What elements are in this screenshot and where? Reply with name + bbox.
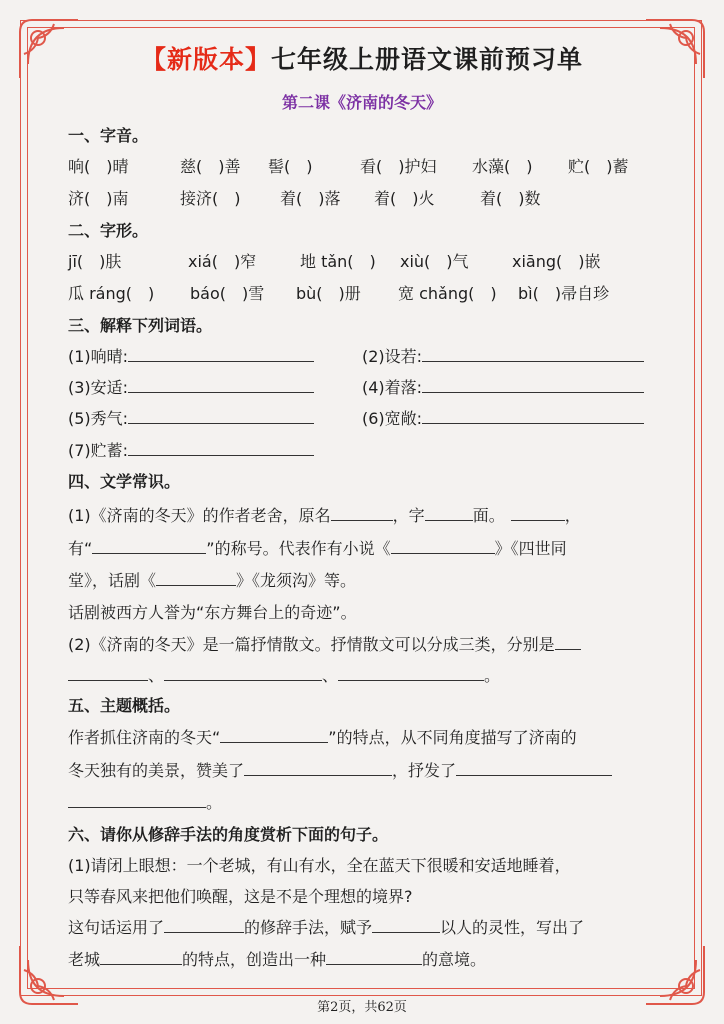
text: 》《四世同 (494, 539, 567, 558)
pronunciation-item: 着( )落 (280, 189, 341, 208)
page-title (0, 40, 724, 76)
section-heading-theme: 五、主题概括。 (68, 696, 181, 715)
text: 的意境。 (422, 950, 487, 969)
definition-item (68, 344, 314, 367)
text: (2)《济南的冬天》是一篇抒情散文。抒情散文可以分成三类，分别是 (68, 635, 555, 654)
pronunciation-item: 着( )火 (374, 189, 435, 208)
answer-blank[interactable] (164, 666, 322, 681)
answer-blank[interactable] (331, 506, 393, 521)
glyph-item: bì( )帚自珍 (518, 284, 610, 303)
answer-blank[interactable] (68, 793, 206, 808)
answer-blank[interactable] (100, 950, 182, 965)
answer-blank[interactable] (128, 441, 314, 456)
text: 作者抓住济南的冬天“ (68, 728, 221, 747)
section-heading-pronunciation: 一、字音。 (68, 126, 149, 145)
literature-line (68, 503, 581, 526)
pronunciation-item: 济( )南 (68, 189, 129, 208)
definition-label: (2)设若: (362, 347, 423, 366)
pronunciation-item: 水藻( ) (472, 157, 533, 176)
definition-label: (5)秀气: (68, 409, 129, 428)
text: ”的特点，从不同角度描写了济南的 (328, 728, 577, 747)
pronunciation-item: 慈( )善 (180, 157, 241, 176)
rhetoric-line (68, 947, 486, 970)
text: 的特点，创造出一种 (182, 950, 327, 969)
glyph-item: 宽 chǎng( ) (398, 284, 497, 303)
answer-blank[interactable] (422, 378, 644, 393)
pronunciation-item: 贮( )蓄 (568, 157, 629, 176)
literature-line: 话剧被西方人誉为“东方舞台上的奇迹”。 (68, 603, 357, 622)
text: ”的称号。代表作有小说《 (206, 539, 391, 558)
text: 面。 (472, 506, 505, 525)
section-heading-glyphs: 二、字形。 (68, 221, 149, 240)
answer-blank[interactable] (220, 728, 328, 743)
definition-item (68, 375, 314, 398)
text: 堂》，话剧《 (68, 571, 157, 590)
answer-blank[interactable] (244, 761, 392, 776)
definition-label: (7)贮蓄: (68, 441, 129, 460)
definition-label: (4)着落: (362, 378, 423, 397)
text: 有“ (68, 539, 93, 558)
literature-line (68, 536, 567, 559)
theme-line (68, 790, 222, 813)
text: 。 (206, 793, 223, 812)
definition-item (362, 406, 644, 429)
text: ， (564, 506, 581, 525)
page-number: 第2页，共62页 (317, 1000, 407, 1015)
answer-blank[interactable] (164, 918, 244, 933)
rhetoric-line (68, 915, 584, 938)
pronunciation-item: 着( )数 (480, 189, 541, 208)
text: 的修辞手法，赋予 (244, 918, 373, 937)
text: 。 (484, 666, 501, 685)
pronunciation-item: 看( )护妇 (360, 157, 437, 176)
section-heading-rhetoric: 六、请你从修辞手法的角度赏析下面的句子。 (68, 825, 389, 844)
text: 以人的灵性，写出了 (440, 918, 585, 937)
definition-label: (3)安适: (68, 378, 129, 397)
text: 冬天独有的美景，赞美了 (68, 761, 245, 780)
title-text: 七年级上册语文课前预习单 (271, 45, 584, 74)
text: 老城 (68, 950, 101, 969)
answer-blank[interactable] (338, 666, 484, 681)
pronunciation-item: 响( )晴 (68, 157, 129, 176)
glyph-item: xiāng( )嵌 (512, 252, 601, 271)
glyph-item: bù( )册 (296, 284, 361, 303)
glyph-item: xiá( )窄 (188, 252, 257, 271)
glyph-item: jī( )肤 (68, 252, 122, 271)
glyph-item: xiù( )气 (400, 252, 469, 271)
answer-blank[interactable] (425, 506, 473, 521)
title-tag: 【新版本】 (140, 45, 271, 74)
definition-item (362, 344, 644, 367)
text: 这句话运用了 (68, 918, 165, 937)
answer-blank[interactable] (422, 409, 644, 424)
theme-line (68, 758, 612, 781)
definition-item (68, 438, 314, 461)
text: (1)《济南的冬天》的作者老舍，原名 (68, 506, 331, 525)
answer-blank[interactable] (326, 950, 422, 965)
answer-blank[interactable] (128, 409, 314, 424)
section-heading-literature: 四、文学常识。 (68, 472, 181, 491)
answer-blank[interactable] (68, 666, 148, 681)
answer-blank[interactable] (372, 918, 440, 933)
definition-label: (1)响晴: (68, 347, 129, 366)
text: 》《龙须沟》等。 (236, 571, 357, 590)
answer-blank[interactable] (391, 539, 495, 554)
answer-blank[interactable] (511, 506, 565, 521)
lesson-subtitle: 第二课《济南的冬天》 (281, 93, 442, 112)
answer-blank[interactable] (156, 571, 236, 586)
text: ，字 (392, 506, 425, 525)
answer-blank[interactable] (128, 378, 314, 393)
answer-blank[interactable] (92, 539, 206, 554)
glyph-item: 瓜 ráng( ) (68, 284, 155, 303)
glyph-item: 地 tǎn( ) (300, 252, 376, 271)
definition-label: (6)宽敞: (362, 409, 423, 428)
definition-item (362, 375, 644, 398)
answer-blank[interactable] (422, 347, 644, 362)
literature-line (68, 663, 500, 686)
definition-item (68, 406, 314, 429)
text: 、 (148, 666, 165, 685)
text: ，抒发了 (392, 761, 457, 780)
rhetoric-line: (1)请闭上眼想：一个老城，有山有水，全在蓝天下很暖和安适地睡着， (68, 856, 571, 875)
rhetoric-line: 只等春风来把他们唤醒，这是不是个理想的境界? (68, 887, 413, 906)
text: 、 (322, 666, 339, 685)
answer-blank[interactable] (128, 347, 314, 362)
pronunciation-item: 髻( ) (268, 157, 313, 176)
pronunciation-item: 接济( ) (180, 189, 241, 208)
glyph-item: báo( )雪 (190, 284, 265, 303)
section-heading-definitions: 三、解释下列词语。 (68, 316, 213, 335)
answer-blank[interactable] (555, 635, 581, 650)
answer-blank[interactable] (456, 761, 612, 776)
theme-line (68, 725, 577, 748)
literature-line (68, 568, 356, 591)
literature-line (68, 632, 581, 655)
